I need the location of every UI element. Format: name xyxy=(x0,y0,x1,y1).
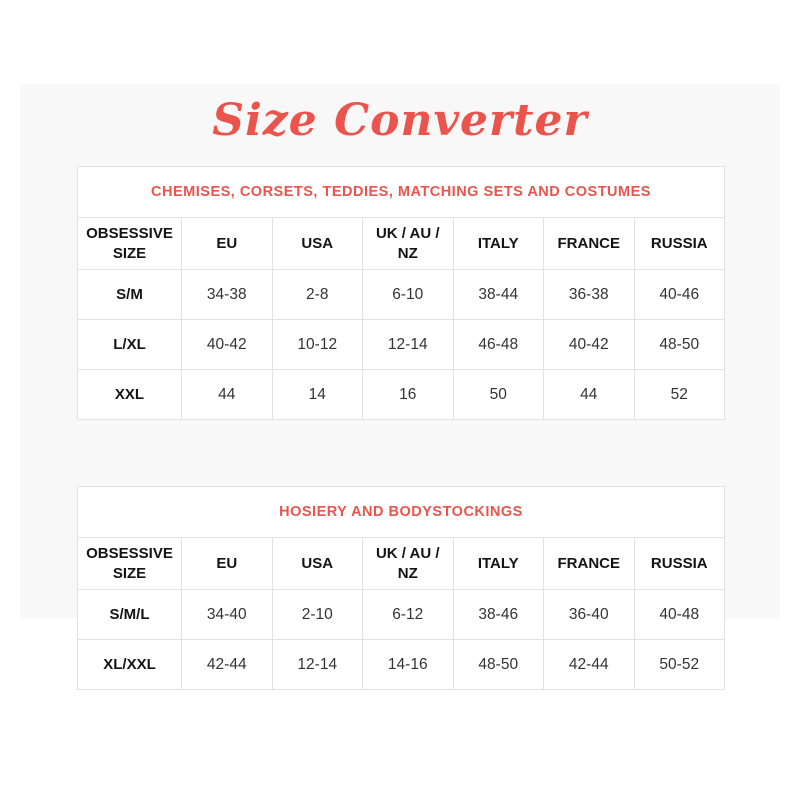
table-body xyxy=(78,270,725,420)
size-value-cell: 16 xyxy=(363,370,454,420)
column-header: FRANCE xyxy=(544,218,635,270)
column-header: EU xyxy=(182,538,273,590)
size-value-cell: 12-14 xyxy=(363,320,454,370)
size-value-cell: 34-40 xyxy=(182,590,273,640)
column-header: ITALY xyxy=(453,218,544,270)
table-body xyxy=(78,590,725,690)
table-title-row xyxy=(78,487,725,538)
size-value-cell: 40-48 xyxy=(634,590,725,640)
table-row xyxy=(78,640,725,690)
chemises-size-table-section xyxy=(77,166,725,420)
column-header: ITALY xyxy=(453,538,544,590)
column-header: USA xyxy=(272,218,363,270)
size-value-cell: 40-42 xyxy=(544,320,635,370)
column-header: UK / AU / NZ xyxy=(363,538,454,590)
size-value-cell: 6-12 xyxy=(363,590,454,640)
size-value-cell: 6-10 xyxy=(363,270,454,320)
size-label-cell: S/M xyxy=(78,270,182,320)
size-value-cell: 38-46 xyxy=(453,590,544,640)
column-header: EU xyxy=(182,218,273,270)
size-value-cell: 42-44 xyxy=(544,640,635,690)
size-value-cell: 38-44 xyxy=(453,270,544,320)
size-value-cell: 42-44 xyxy=(182,640,273,690)
table-title: CHEMISES, CORSETS, TEDDIES, MATCHING SETS AND COSTUMES xyxy=(78,167,725,218)
size-value-cell: 14-16 xyxy=(363,640,454,690)
size-value-cell: 2-8 xyxy=(272,270,363,320)
size-value-cell: 44 xyxy=(544,370,635,420)
size-value-cell: 36-40 xyxy=(544,590,635,640)
table-header-row xyxy=(78,538,725,590)
size-label-cell: XL/XXL xyxy=(78,640,182,690)
size-value-cell: 34-38 xyxy=(182,270,273,320)
column-header: USA xyxy=(272,538,363,590)
hosiery-size-table-section xyxy=(77,486,725,690)
hosiery-size-table xyxy=(77,486,725,690)
column-header: OBSESSIVE SIZE xyxy=(78,218,182,270)
column-header: FRANCE xyxy=(544,538,635,590)
size-value-cell: 10-12 xyxy=(272,320,363,370)
size-value-cell: 50-52 xyxy=(634,640,725,690)
table-row xyxy=(78,590,725,640)
size-label-cell: S/M/L xyxy=(78,590,182,640)
table-row xyxy=(78,370,725,420)
size-value-cell: 14 xyxy=(272,370,363,420)
size-value-cell: 52 xyxy=(634,370,725,420)
size-label-cell: XXL xyxy=(78,370,182,420)
size-value-cell: 44 xyxy=(182,370,273,420)
size-label-cell: L/XL xyxy=(78,320,182,370)
size-value-cell: 12-14 xyxy=(272,640,363,690)
table-title-row xyxy=(78,167,725,218)
column-header: RUSSIA xyxy=(634,218,725,270)
size-value-cell: 48-50 xyxy=(453,640,544,690)
size-value-cell: 40-42 xyxy=(182,320,273,370)
size-value-cell: 2-10 xyxy=(272,590,363,640)
size-value-cell: 50 xyxy=(453,370,544,420)
size-value-cell: 40-46 xyxy=(634,270,725,320)
size-value-cell: 46-48 xyxy=(453,320,544,370)
chemises-size-table xyxy=(77,166,725,420)
column-header: UK / AU / NZ xyxy=(363,218,454,270)
table-row xyxy=(78,320,725,370)
table-row xyxy=(78,270,725,320)
table-title: HOSIERY AND BODYSTOCKINGS xyxy=(78,487,725,538)
column-header: OBSESSIVE SIZE xyxy=(78,538,182,590)
table-header-row xyxy=(78,218,725,270)
page-title: Size Converter xyxy=(212,95,588,146)
size-value-cell: 36-38 xyxy=(544,270,635,320)
column-header: RUSSIA xyxy=(634,538,725,590)
size-value-cell: 48-50 xyxy=(634,320,725,370)
